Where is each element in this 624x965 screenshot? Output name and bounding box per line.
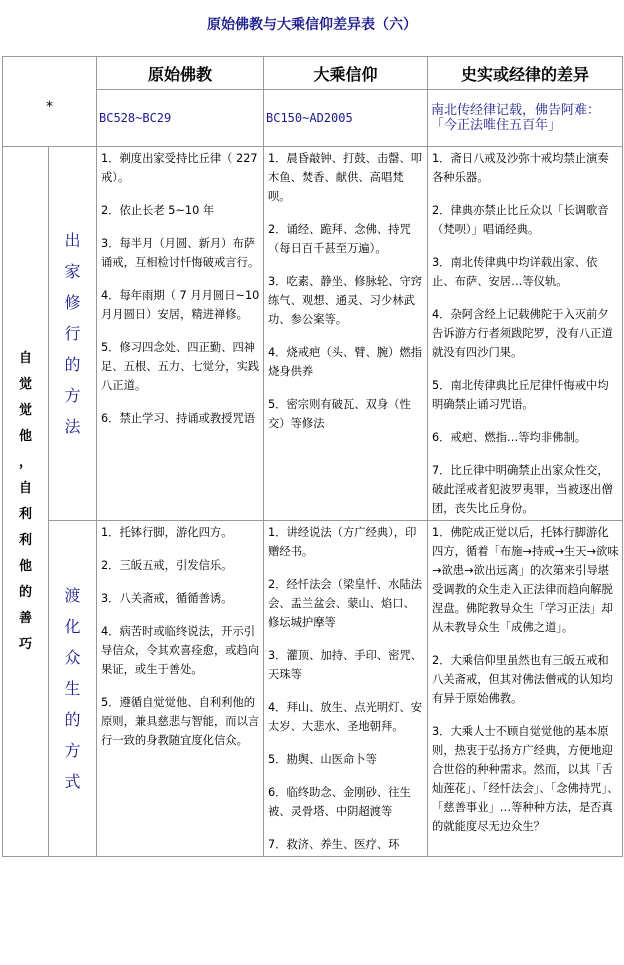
list-item: 5．密宗则有破瓦、双身（性交）等修法	[268, 398, 411, 430]
group-label-char: ，	[18, 454, 32, 470]
list-item: 6．禁止学习、持诵或教授咒语	[101, 412, 256, 425]
list-item: 2．律典亦禁止比丘众以「长调歌音（梵呗）」唱诵经典。	[432, 204, 609, 236]
list-item: 1．讲经说法（方广经典），印赠经书。	[268, 526, 417, 558]
list-item: 4．杂阿含经上记载佛陀于入灭前夕告诉游方行者须跋陀罗，没有八正道就没有四沙门果。	[432, 308, 613, 359]
list-item: 6．临终助念、金刚砂、往生被、灵骨塔、中阴超渡等	[268, 786, 411, 818]
group-label-char: 的	[18, 584, 32, 600]
section-a-label-char: 的	[64, 355, 81, 374]
list-item: 2．三皈五戒，引发信乐。	[101, 559, 233, 572]
section-b-label-char: 众	[64, 648, 81, 667]
list-item: 7．比丘律中明确禁止出家众性交，破此淫戒者犯波罗夷罪，当被逐出僧团，丧失比丘身份。	[432, 464, 613, 515]
group-label-char: 觉	[18, 402, 32, 418]
list-item: 3．大乘人士不顾自觉觉他的基本原则，热衷于弘扬方广经典，方便地迎合世俗的种种需求。然而，以其「舌灿莲花」、「经忏法会」、「念佛持咒」、「慈善事业」…等种种方法，是否真的就能度尽无边众生？	[432, 725, 619, 833]
group-label-char: 自	[18, 350, 32, 366]
section-a-label-char: 出	[64, 231, 81, 250]
section-a-diff	[428, 147, 623, 521]
header-diff: 史实或经律的差异	[428, 57, 623, 90]
section-b-label	[49, 521, 97, 857]
date-original: BC528~BC29	[97, 90, 264, 147]
header-mahayana: 大乘信仰	[264, 57, 428, 90]
list-item: 4．病苦时或临终说法，开示引导信众，令其欢喜痊愈，或趋向果证，或生于善处。	[101, 625, 260, 676]
list-item: 5．遵循自觉觉他、自利利他的原则，兼具慈悲与智能，而以言行一致的身教随宜度化信众。	[101, 696, 260, 747]
row-marker: *	[46, 98, 53, 115]
group-label-char: 觉	[18, 376, 32, 392]
section-b-label-char: 式	[64, 772, 81, 791]
section-b-label-char: 生	[64, 679, 81, 698]
group-label-char: 利	[18, 506, 32, 522]
section-a-label-char: 家	[64, 262, 81, 281]
section-a-label-char: 修	[64, 293, 81, 312]
list-item: 3．每半月（月圆、新月）布萨诵戒，互相检讨忏悔破戒言行。	[101, 237, 260, 269]
list-item: 1．托钵行脚，游化四方。	[101, 526, 233, 539]
section-a-original	[97, 147, 264, 521]
section-b-label-char: 渡	[64, 586, 81, 605]
section-b-label-char: 化	[64, 617, 81, 636]
comparison-table	[2, 56, 623, 857]
page-title: 原始佛教与大乘信仰差异表（六）	[207, 17, 417, 33]
group-label	[3, 147, 49, 857]
list-item: 2．大乘信仰里虽然也有三皈五戒和八关斋戒，但其对佛法僧戒的认知均有异于原始佛教。	[432, 654, 613, 705]
list-item: 3．灌顶、加持、手印、密咒、天珠等	[268, 649, 423, 681]
list-item: 4．烧戒疤（头、臂、腕）燃指烧身供养	[268, 346, 423, 378]
group-label-char: 利	[18, 532, 32, 548]
section-a-label-char: 方	[64, 386, 81, 405]
section-a-label-char: 法	[64, 417, 81, 436]
section-a-label	[49, 147, 97, 521]
group-label-char: 自	[18, 480, 32, 496]
section-b-original	[97, 521, 264, 857]
list-item: 1．斋日八戒及沙弥十戒均禁止演奏各种乐器。	[432, 152, 609, 184]
section-a-mahayana	[264, 147, 428, 521]
header-original: 原始佛教	[97, 57, 264, 90]
list-item: 1．晨昏敲钟、打鼓、击罄、叩木鱼、焚香、献供、高唱梵呗。	[268, 152, 423, 203]
list-item: 4．每年雨期（ 7 月月圆日~10 月月圆日）安居，精进禅修。	[101, 289, 260, 321]
section-a-label-char: 行	[64, 324, 81, 343]
list-item: 2．经忏法会（梁皇忏、水陆法会、盂兰盆会、蒙山、焰口、修坛城护摩等	[268, 578, 423, 629]
group-label-char: 他	[18, 558, 32, 574]
group-label-char: 他	[18, 428, 32, 444]
section-b-diff	[428, 521, 623, 857]
list-item: 1．剃度出家受持比丘律（ 227 戒）。	[101, 152, 258, 184]
list-item: 7．救济、养生、医疗、环	[268, 838, 400, 851]
section-b-label-char: 方	[64, 741, 81, 760]
list-item: 5．勘舆、山医命卜等	[268, 753, 377, 766]
list-item: 3．南北传律典中均详载出家、依止、布萨、安居…等仪轨。	[432, 256, 598, 288]
date-mahayana: BC150~AD2005	[264, 90, 428, 147]
list-item: 2．依止长老 5~10 年	[101, 204, 215, 217]
list-item: 5．南北传律典比丘尼律忏悔戒中均明确禁止诵习咒语。	[432, 379, 609, 411]
row-marker-cell	[3, 57, 97, 147]
section-b-label-char: 的	[64, 710, 81, 729]
section-b-mahayana	[264, 521, 428, 857]
list-item: 4．拜山、放生、点光明灯、安太岁、大悲水、圣地朝拜。	[268, 701, 423, 733]
list-item: 2．诵经、跪拜、念佛、持咒（每日百千甚至万遍）。	[268, 223, 411, 255]
list-item: 6．戒疤、燃指…等均非佛制。	[432, 431, 587, 444]
list-item: 3．八关斋戒，循循善诱。	[101, 592, 233, 605]
date-note: 南北传经律记载，佛告阿难：「今正法唯住五百年」	[428, 90, 623, 147]
list-item: 5．修习四念处、四正勤、四神足、五根、五力、七觉分，实践八正道。	[101, 341, 260, 392]
group-label-char: 善	[18, 610, 32, 626]
list-item: 1．佛陀成正觉以后，托钵行脚游化四方，循着「布施→持戒→生天→欲味→欲患→欲出远离」的次第来引导堪受调教的众生走入正法律而趋向解脱涅盘。佛陀教导众生「学习正法」却从未教导众生「成佛之道」。	[432, 526, 619, 634]
group-label-char: 巧	[18, 636, 32, 652]
list-item: 3．吃素、静坐、修脉轮、守窍练气、观想、通灵、习少林武功、参公案等。	[268, 275, 423, 326]
